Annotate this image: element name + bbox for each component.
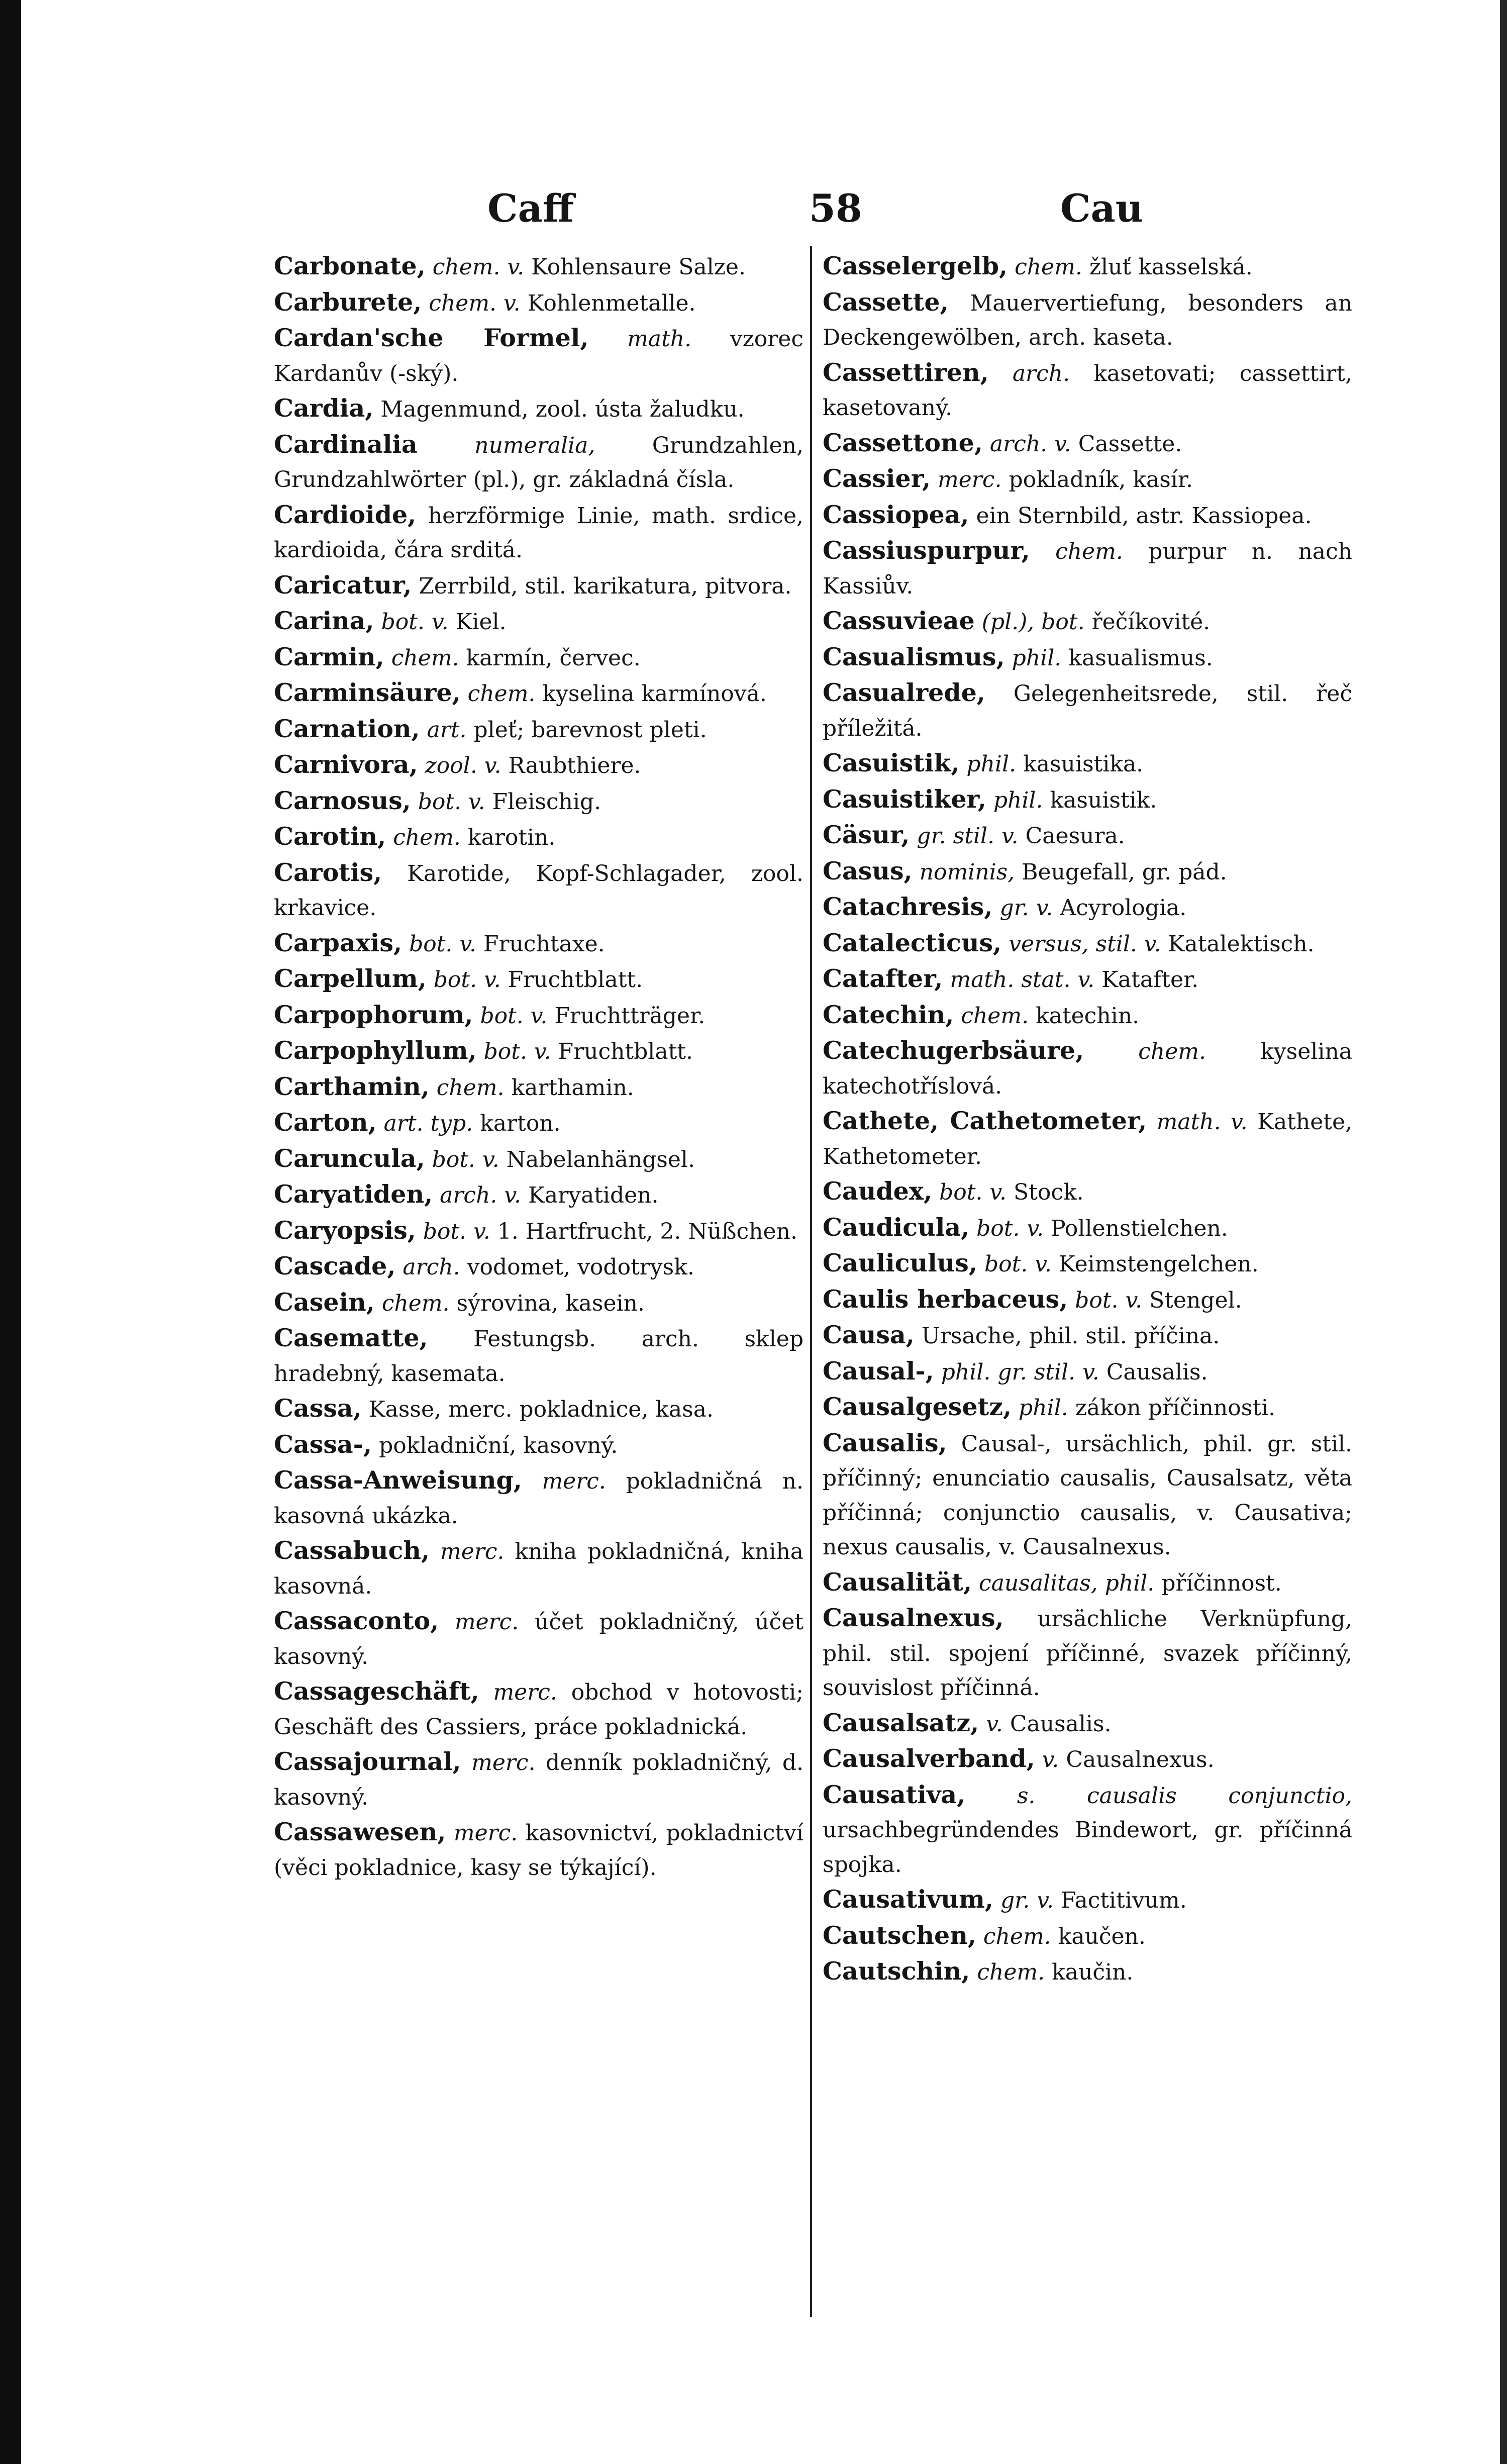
dictionary-entry [823,1318,1352,1354]
dictionary-entry [274,961,803,998]
entry-grammar-note: chem. [1055,539,1123,564]
entry-definition: katechin. [1036,1003,1140,1029]
entry-headword: Carmin, [274,642,384,671]
dictionary-entry [274,1249,803,1285]
entry-grammar-note: gr. v. [999,895,1053,921]
entry-headword: Cäsur, [823,820,910,849]
entry-definition: Mauervertiefung, besonders an Deckengewölben, arch. kaseta. [823,290,1352,350]
dictionary-entry [274,1674,803,1744]
entry-headword: Carpellum, [274,964,427,993]
entry-headword: Cassettone, [823,428,983,457]
entry-grammar-note: bot. v. [418,789,485,815]
entry-definition: Kiel. [455,609,507,635]
entry-headword: Caruncula, [274,1143,425,1173]
entry-definition: Beugefall, gr. pád. [1022,859,1227,885]
entry-grammar-note: chem. [1015,254,1082,280]
dictionary-entry [274,1321,803,1391]
page-edge-shadow [0,0,21,2464]
dictionary-entry [823,498,1352,534]
entry-grammar-note: arch. [1012,360,1070,386]
dictionary-entry [823,461,1352,498]
dictionary-entry [823,1778,1352,1883]
dictionary-entry [274,1744,803,1815]
entry-definition: Ursache, phil. stil. příčina. [921,1323,1220,1349]
entry-grammar-note: chem. [391,645,459,671]
dictionary-entry [274,1177,803,1213]
entry-headword: Causativum, [823,1885,993,1914]
entry-definition: příčinnost. [1161,1570,1282,1596]
entry-headword: Causa, [823,1320,915,1349]
dictionary-entry [823,426,1352,462]
entry-definition: Nabelanhängsel. [506,1146,695,1172]
dictionary-entry [274,855,803,926]
entry-definition: Causalis. [1010,1711,1112,1737]
entry-headword: Carbonate, [274,251,426,280]
entry-definition: Fruchtaxe. [483,931,605,957]
entry-headword: Causalis, [823,1428,947,1457]
entry-grammar-note: zool. v. [425,753,501,778]
entry-grammar-note: chem. [381,1290,450,1316]
dictionary-entry [823,1741,1352,1778]
page-number: 58 [809,186,862,231]
entry-headword: Casuistiker, [823,784,986,814]
entry-definition: kniha pokladničná, kniha kasovná. [274,1539,803,1599]
entry-definition: Fruchtblatt. [558,1039,693,1064]
dictionary-entry [823,1882,1352,1918]
entry-grammar-note: causalitas, phil. [979,1570,1155,1596]
entry-grammar-note: v. [986,1711,1003,1737]
entry-definition: Causalis. [1106,1359,1208,1385]
right-column [823,249,1352,1990]
dictionary-entry [274,747,803,783]
entry-headword: Cassier, [823,464,931,493]
entry-definition: Kohlensaure Salze. [531,254,746,280]
entry-headword: Cassajournal, [274,1747,461,1776]
entry-headword: Carina, [274,606,374,635]
dictionary-entry [274,1604,803,1674]
entry-headword: Cassawesen, [274,1817,446,1846]
dictionary-entry [274,1815,803,1885]
entry-definition: Karyatiden. [528,1182,659,1208]
entry-grammar-note: chem. v. [429,290,521,316]
entry-definition: vzorec Kardanův (-ský). [274,326,803,386]
entry-headword: Caricatur, [274,570,412,600]
entry-headword: Cardioide, [274,500,417,529]
entry-grammar-note: chem. [467,681,536,707]
entry-grammar-note: nominis, [919,859,1015,885]
entry-grammar-note: merc. [440,1539,505,1564]
entry-definition: Kohlenmetalle. [527,290,696,316]
entry-grammar-note: bot. v. [1075,1287,1143,1313]
entry-definition: obchod v hotovosti; Geschäft des Cassiers, práce pokladnická. [274,1680,803,1740]
entry-grammar-note: chem. v. [432,254,525,280]
entry-definition: Katafter. [1101,967,1199,993]
entry-grammar-note: v. [1042,1747,1059,1772]
entry-grammar-note: chem. [1138,1039,1207,1064]
entry-definition: Fruchtträger. [554,1003,706,1029]
entry-definition: účet pokladničný, účet kasovný. [274,1609,803,1669]
entry-grammar-note: merc. [454,1609,519,1635]
entry-definition: Stock. [1014,1179,1084,1205]
entry-headword: Cassageschäft, [274,1677,479,1706]
entry-headword: Cassa-Anweisung, [274,1465,522,1495]
entry-definition: Factitivum. [1060,1888,1187,1913]
entry-definition: Pollenstielchen. [1051,1215,1228,1241]
entry-headword: Carburete, [274,287,422,317]
entry-headword: Causalnexus, [823,1603,1004,1632]
entry-definition: herzförmige Linie, math. srdice, kardioida, čára srditá. [274,503,803,563]
entry-definition: Fruchtblatt. [508,967,643,993]
entry-headword: Cassa-, [274,1429,372,1459]
dictionary-entry [274,1141,803,1177]
entry-headword: Cassuvieae [823,606,975,635]
entry-definition: purpur n. nach Kassiův. [823,539,1352,599]
dictionary-entry [823,1033,1352,1104]
entry-headword: Casualismus, [823,642,1005,671]
entry-headword: Cardan'sche Formel, [274,323,589,352]
dictionary-entry [823,640,1352,676]
entry-headword: Cassette, [823,287,949,317]
entry-definition: Fleischig. [492,789,601,815]
entry-grammar-note: chem. [977,1959,1045,1985]
dictionary-entry [823,782,1352,818]
entry-definition: pleť; barevnost pleti. [473,717,707,743]
dictionary-entry [274,998,803,1034]
entry-definition: Stengel. [1149,1287,1242,1313]
entry-definition: vodomet, vodotrysk. [467,1254,694,1280]
dictionary-entry [823,1706,1352,1742]
dictionary-entry [823,1104,1352,1174]
entry-headword: Casus, [823,856,913,885]
entry-definition: Grundzahlen, Grundzahlwörter (pl.), gr. základná čísla. [274,432,803,492]
entry-headword: Cauliculus, [823,1248,977,1277]
entry-headword: Casuistik, [823,748,960,777]
entry-headword: Cardia, [274,393,374,423]
entry-headword: Catechin, [823,1000,954,1029]
dictionary-entry [823,675,1352,746]
entry-definition: kasuistika. [1023,751,1144,777]
entry-definition: Cassette. [1078,431,1182,457]
entry-definition: Caesura. [1025,823,1125,849]
entry-headword: Carnivora, [274,750,418,779]
dictionary-entry [823,1426,1352,1565]
dictionary-entry [823,854,1352,890]
entry-headword: Cassettiren, [823,357,989,387]
entry-definition: Raubthiere. [508,753,641,778]
dictionary-entry [823,1601,1352,1706]
dictionary-entry [274,249,803,285]
entry-grammar-note: bot. v. [939,1179,1007,1205]
entry-headword: Cassabuch, [274,1536,430,1565]
dictionary-entry [274,1213,803,1249]
dictionary-entry [274,712,803,748]
entry-grammar-note: art. typ. [383,1111,473,1136]
entry-definition: Katalektisch. [1168,931,1315,957]
entry-grammar-note: merc. [542,1468,606,1494]
entry-grammar-note: arch. [403,1254,460,1280]
entry-definition: kasetovati; cassettirt, kasetovaný. [823,360,1352,421]
dictionary-entry [823,961,1352,998]
entry-grammar-note: phil. [966,751,1017,777]
dictionary-entry [274,1391,803,1427]
entry-headword: Caulis herbaceus, [823,1284,1068,1314]
entry-grammar-note: chem. [983,1923,1051,1949]
entry-definition: kasovnictví, pokladnictví (věci pokladnice, kasy se týkající). [274,1820,803,1881]
column-divider [810,246,812,2317]
entry-definition: karton. [480,1111,561,1136]
entry-definition: denník pokladničný, d. kasovný. [274,1750,803,1810]
dictionary-entry [823,1246,1352,1282]
dictionary-entry [823,533,1352,604]
entry-headword: Causal-, [823,1356,934,1386]
entry-definition: 1. Hartfrucht, 2. Nüßchen. [497,1218,797,1244]
entry-grammar-note: merc. [938,467,1002,492]
dictionary-entry [823,926,1352,962]
dictionary-entry [274,1533,803,1604]
dictionary-entry [823,818,1352,854]
entry-definition: kasualismus. [1068,645,1213,671]
entry-headword: Carton, [274,1108,377,1137]
dictionary-entry [274,285,803,321]
entry-grammar-note: gr. v. [1000,1888,1054,1913]
entry-definition: karotin. [467,825,556,850]
dictionary-entry [823,355,1352,426]
entry-headword: Carpaxis, [274,928,403,957]
entry-headword: Causalsatz, [823,1708,979,1737]
entry-definition: ein Sternbild, astr. Kassiopea. [976,503,1312,529]
entry-definition: Festungsb. arch. sklep hradebný, kasemata. [274,1326,803,1387]
entry-definition: žluť kasselská. [1089,254,1253,280]
entry-headword: Caudex, [823,1176,933,1206]
entry-grammar-note: bot. v. [423,1218,490,1244]
entry-grammar-note: math. v. [1156,1109,1248,1135]
entry-headword: Causalität, [823,1567,972,1597]
dictionary-entry [823,1354,1352,1390]
entry-headword: Casematte, [274,1323,428,1352]
left-column [274,249,803,1885]
entry-definition: Gelegenheitsrede, stil. řeč příležitá. [823,681,1352,741]
entry-headword: Carotin, [274,822,386,851]
entry-definition: Acyrologia. [1060,895,1187,921]
entry-headword: Casualrede, [823,678,985,707]
entry-definition: Causalnexus. [1066,1747,1215,1772]
entry-definition: zákon příčinnosti. [1075,1395,1276,1421]
dictionary-entry [274,568,803,604]
entry-headword: Cascade, [274,1251,396,1280]
entry-headword: Caryopsis, [274,1215,416,1245]
entry-definition: Karotide, Kopf-Schlagader, zool. krkavice. [274,860,803,921]
entry-headword: Cardinalia [274,429,418,459]
entry-definition: ursächliche Verknüpfung, phil. stil. spojení příčinné, svazek příčinný, souvislost příčinná. [823,1606,1352,1701]
entry-grammar-note: phil. [1012,645,1062,671]
entry-definition: karthamin. [511,1074,634,1101]
entry-grammar-note: versus, stil. v. [1009,931,1161,957]
entry-headword: Carpophorum, [274,1000,473,1029]
entry-headword: Casein, [274,1287,375,1317]
dictionary-entry [274,1033,803,1069]
page-edge-right [1500,0,1507,2464]
entry-grammar-note: math. [627,326,692,352]
entry-definition: Keimstengelchen. [1058,1251,1259,1277]
entry-grammar-note: phil. [993,787,1043,813]
entry-grammar-note: arch. v. [989,431,1071,457]
dictionary-entry [823,1390,1352,1426]
entry-headword: Causalgesetz, [823,1392,1012,1421]
entry-definition: pokladničná n. kasovná ukázka. [274,1468,803,1529]
entry-grammar-note: (pl.), bot. [981,609,1085,635]
dictionary-entry [274,1105,803,1141]
dictionary-entry [274,640,803,676]
entry-headword: Carnation, [274,714,420,743]
dictionary-entry [823,890,1352,926]
entry-definition: pokladník, kasír. [1009,467,1193,492]
dictionary-entry [823,1174,1352,1210]
dictionary-entry [274,1463,803,1533]
dictionary-entry [274,783,803,820]
dictionary-entry [274,1427,803,1463]
dictionary-entry [274,675,803,712]
dictionary-entry [274,926,803,962]
dictionary-entry [823,1210,1352,1246]
entry-grammar-note: art. [427,717,467,743]
entry-headword: Cassa, [274,1394,362,1423]
entry-grammar-note: phil. [1019,1395,1068,1421]
header-left-guideword: Caff [487,186,574,231]
entry-grammar-note: s. causalis conjunctio, [1017,1783,1352,1809]
entry-definition: sýrovina, kasein. [456,1290,645,1316]
dictionary-entry [274,1285,803,1321]
entry-headword: Cassaconto, [274,1606,439,1635]
dictionary-entry [274,391,803,427]
entry-grammar-note: chem. [393,825,461,850]
entry-grammar-note: chem. [436,1074,505,1101]
entry-headword: Cathete, Cathetometer, [823,1106,1147,1135]
entry-grammar-note: bot. v. [409,931,476,957]
entry-headword: Caryatiden, [274,1179,433,1209]
entry-grammar-note: math. stat. v. [950,967,1095,993]
entry-headword: Catechugerbsäure, [823,1036,1084,1065]
entry-grammar-note: arch. v. [440,1182,521,1208]
dictionary-entry [274,819,803,855]
entry-headword: Cautschin, [823,1956,970,1986]
entry-grammar-note: bot. v. [976,1215,1044,1241]
entry-definition: kyselina katechotříslová. [823,1039,1352,1099]
dictionary-entry [823,1282,1352,1318]
entry-grammar-note: gr. stil. v. [917,823,1019,849]
entry-headword: Carthamin, [274,1071,430,1101]
entry-headword: Casselergelb, [823,251,1008,280]
entry-definition: Magenmund, zool. ústa žaludku. [380,397,745,422]
entry-headword: Causativa, [823,1780,966,1809]
entry-grammar-note: merc. [493,1680,557,1705]
entry-headword: Causalverband, [823,1744,1035,1773]
entry-headword: Catafter, [823,964,943,993]
dictionary-entry [823,746,1352,782]
entry-grammar-note: merc. [471,1750,536,1776]
entry-definition: Zerrbild, stil. karikatura, pitvora. [419,573,792,599]
dictionary-entry [823,604,1352,640]
entry-headword: Carotis, [274,857,382,887]
dictionary-entry [823,249,1352,285]
entry-definition: karmín, červec. [466,645,641,671]
entry-headword: Cassiuspurpur, [823,536,1030,565]
entry-definition: Kathete, Kathetometer. [823,1109,1352,1169]
entry-grammar-note: merc. [453,1820,518,1846]
entry-headword: Carminsäure, [274,678,461,707]
entry-definition: řečíkovité. [1091,609,1211,635]
entry-definition: kyselina karmínová. [542,681,767,707]
entry-grammar-note: numeralia, [474,432,595,458]
dictionary-entry [274,604,803,640]
running-header [271,186,1276,241]
dictionary-entry [823,998,1352,1034]
entry-definition: kaučin. [1052,1959,1134,1985]
entry-headword: Carnosus, [274,785,411,815]
entry-grammar-note: bot. v. [984,1251,1052,1277]
dictionary-entry [823,285,1352,355]
entry-grammar-note: bot. v. [381,609,449,635]
entry-definition: ursachbegründendes Bindewort, gr. příčinná spojka. [823,1817,1352,1878]
entry-headword: Carpophyllum, [274,1036,477,1065]
dictionary-entry [823,1954,1352,1990]
entry-definition: kaučen. [1058,1923,1146,1949]
entry-grammar-note: bot. v. [432,1146,499,1172]
dictionary-entry [823,1918,1352,1954]
entry-headword: Catachresis, [823,892,993,921]
entry-grammar-note: bot. v. [480,1003,548,1029]
entry-grammar-note: phil. gr. stil. v. [941,1359,1099,1385]
entry-headword: Cassiopea, [823,500,969,529]
dictionary-entry [274,498,803,568]
entry-definition: Causal-, ursächlich, phil. gr. stil. příčinný; enunciatio causalis, Causalsatz, věta příčinná; conjunctio causalis, v. Causativa; nexus causalis, v. Causalnexus. [823,1431,1352,1560]
entry-grammar-note: chem. [961,1003,1029,1029]
dictionary-entry [274,1069,803,1106]
entry-definition: Kasse, merc. pokladnice, kasa. [368,1397,714,1422]
entry-definition: pokladniční, kasovný. [379,1432,618,1458]
entry-headword: Cautschen, [823,1920,976,1950]
dictionary-entry [823,1565,1352,1601]
dictionary-entry [274,427,803,498]
entry-headword: Catalecticus, [823,928,1002,957]
entry-headword: Caudicula, [823,1212,970,1242]
entry-grammar-note: bot. v. [483,1039,551,1064]
entry-grammar-note: bot. v. [433,967,501,993]
header-right-guideword: Cau [1060,186,1143,231]
dictionary-entry [274,321,803,391]
entry-definition: kasuistik. [1050,787,1157,813]
